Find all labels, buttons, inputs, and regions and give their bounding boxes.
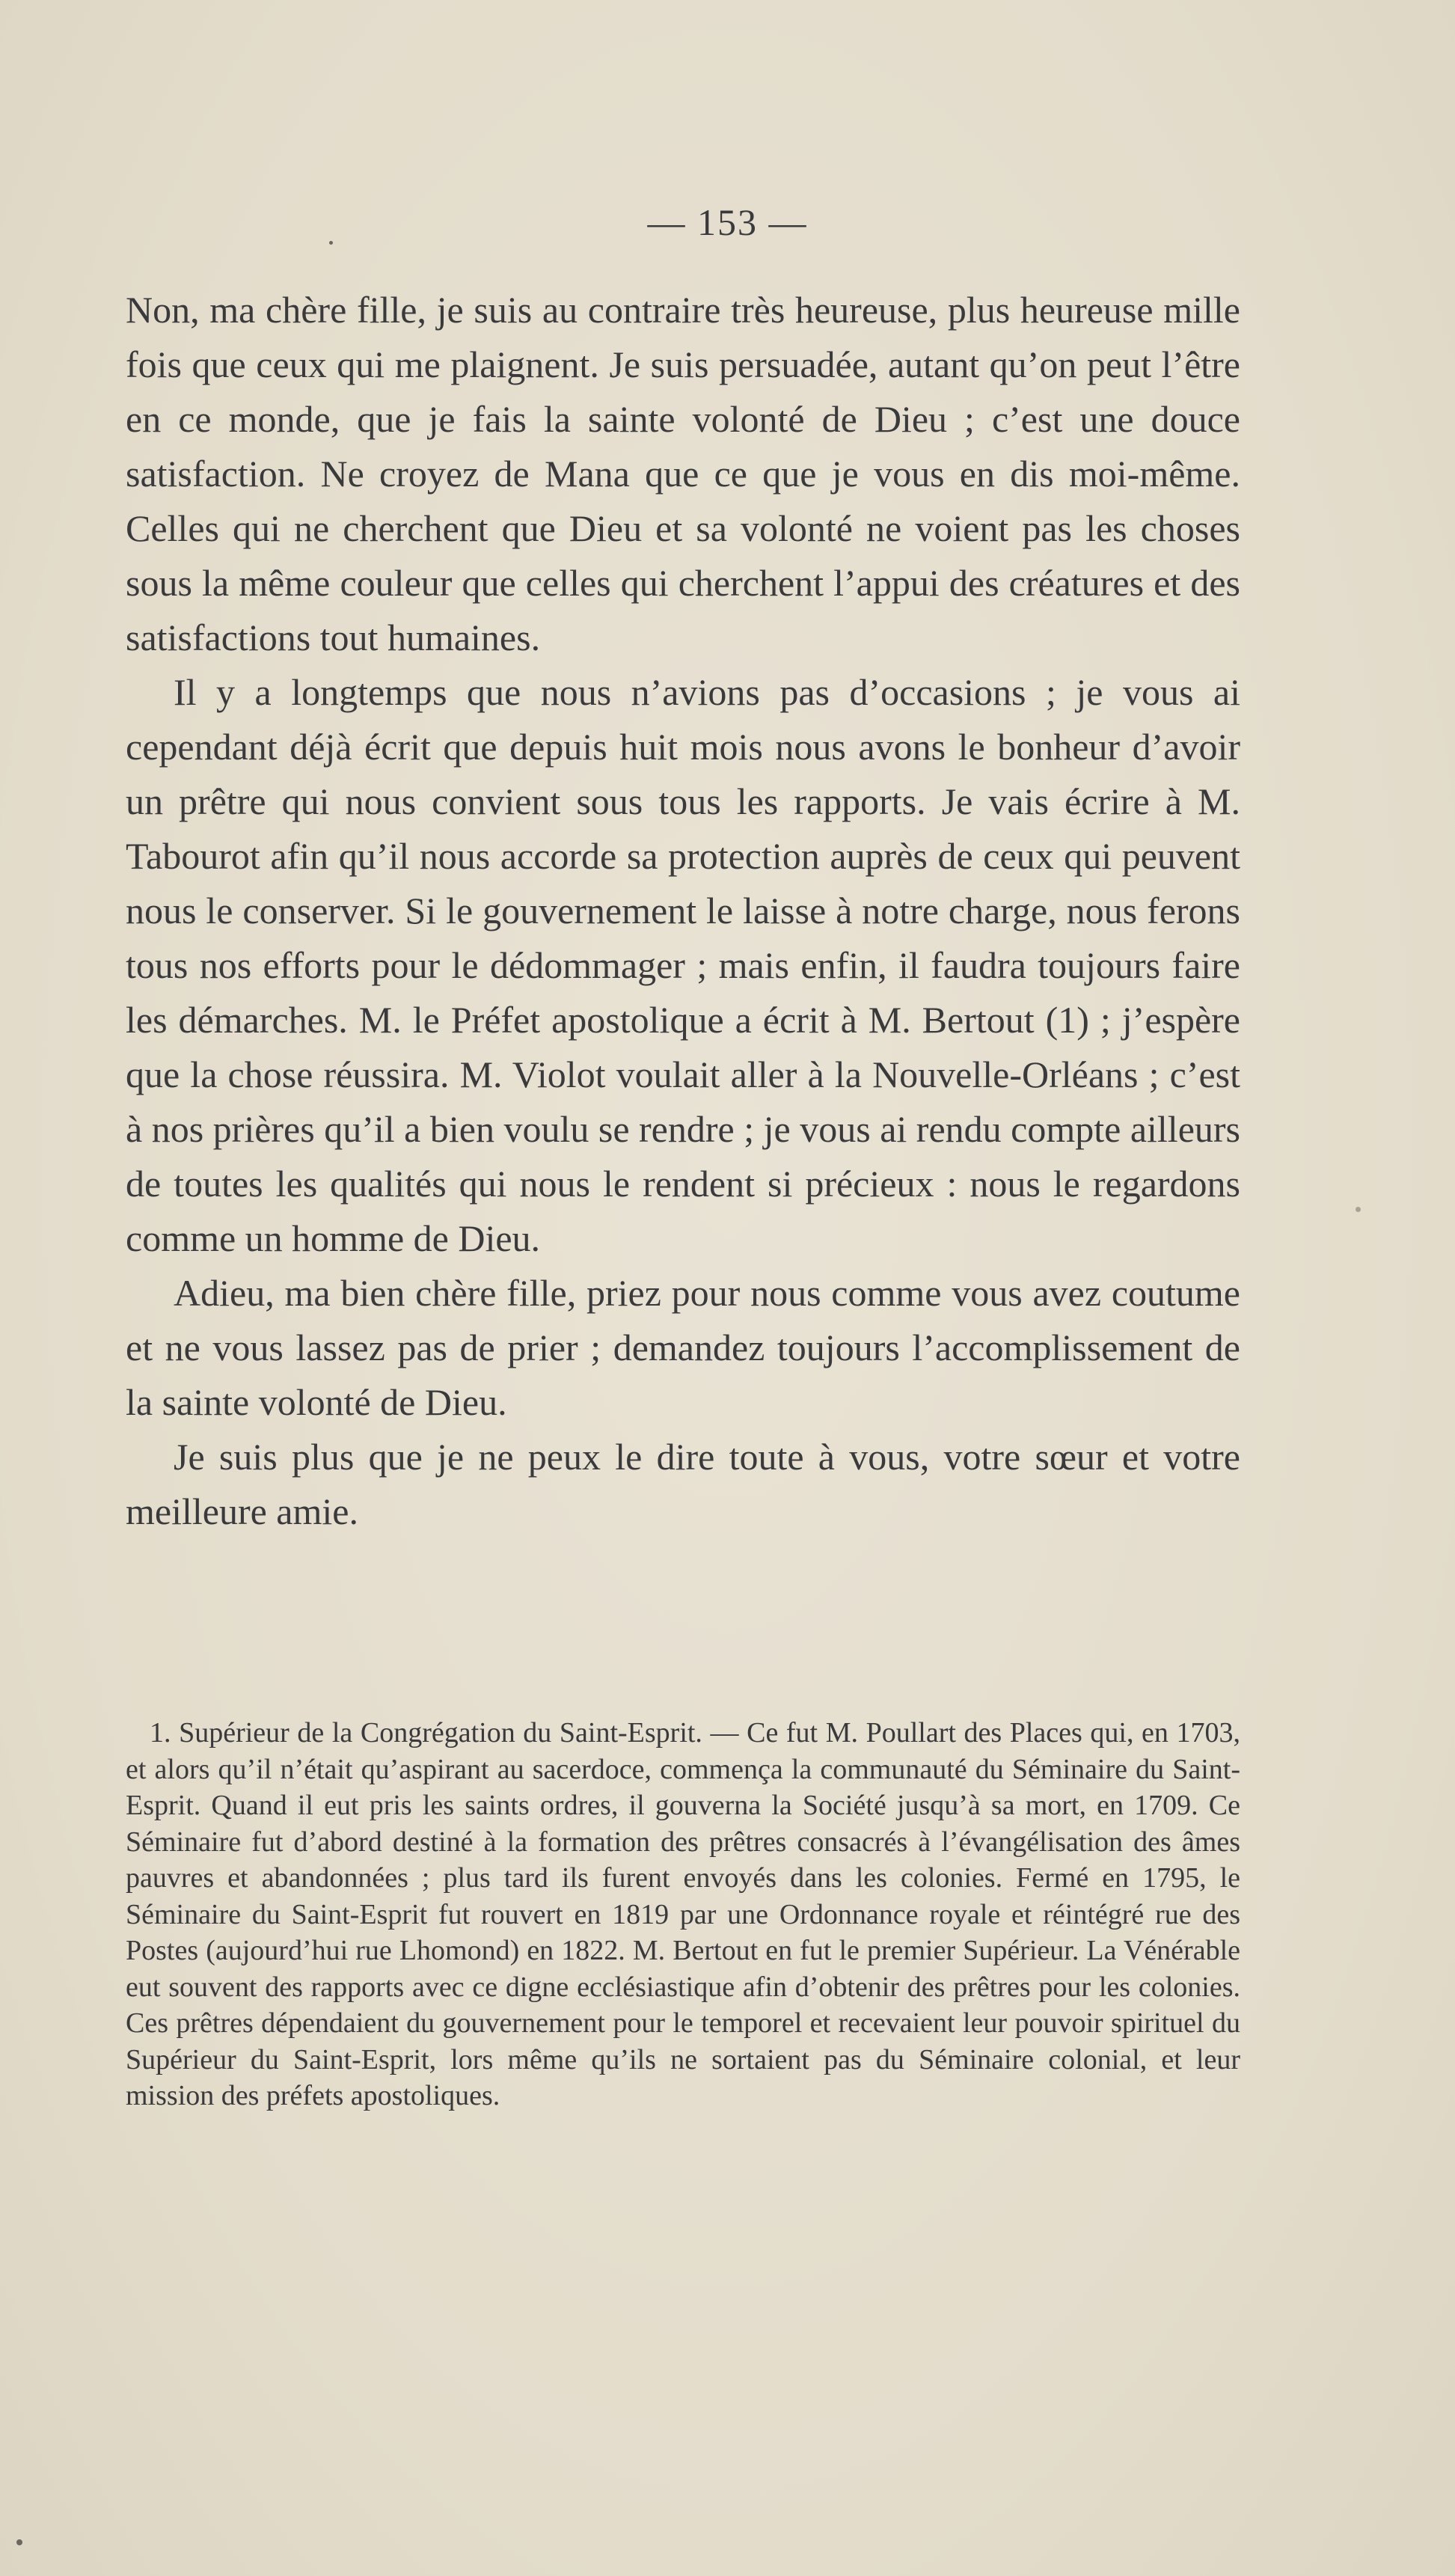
footnote: 1. Supérieur de la Congrégation du Saint-Esprit. — Ce fut M. Poullart des Places qui, en 1703, et alors qu’il n’était qu’aspirant au sacerdoce, commença la communauté du Séminaire du Saint-Esprit. Quand il eut pris les saints ordres, il gouverna la Société jusqu’à sa mort, en 1709. Ce Séminaire fut d’abord destiné à la formation des prêtres consacrés à l’évangélisation des âmes pauvres et abandonnées ; plus tard ils furent envoyés dans les colonies. Fermé en 1795, le Séminaire du Saint-Esprit fut rouvert en 1819 par une Ordonnance royale et réintégré rue des Postes (aujourd’hui rue Lhomond) en 1822. M. Bertout en fut le premier Supérieur. La Vénérable eut souvent des rapports avec ce digne ecclésiastique afin d’obtenir des prêtres pour les colonies. Ces prêtres dépendaient du gouvernement pour le temporel et recevaient leur pouvoir spirituel du Supérieur du Saint-Esprit, lors même qu’ils ne sortaient pas du Séminaire colonial, et leur mission des préfets apostoliques. [126, 1717, 1240, 2111]
page-number: — 153 — [647, 201, 808, 243]
paper-speck [16, 2539, 22, 2545]
paragraph: Je suis plus que je ne peux le dire toute à vous, votre sœur et votre meilleure amie. [126, 1436, 1240, 1532]
paragraph: Adieu, ma bien chère fille, priez pour nous comme vous avez coutume et ne vous lassez pas de prier ; demandez toujours l’accomplissement de la sainte volonté de Dieu. [126, 1272, 1240, 1423]
paper-speck [1356, 1207, 1361, 1212]
paragraph: Non, ma chère fille, je suis au contraire très heureuse, plus heureuse mille fois que ceux qui me plaignent. Je suis persuadée, autant qu’on peut l’être en ce monde, que je fais la sainte volonté de Dieu ; c’est une douce satisfaction. Ne croyez de Mana que ce que je vous en dis moi-même. Celles qui ne cherchent que Dieu et sa volonté ne voient pas les choses sous la même couleur que celles qui cherchent l’appui des créatures et des satisfactions tout humaines. [126, 289, 1240, 658]
paragraph: Il y a longtemps que nous n’avions pas d’occasions ; je vous ai cependant déjà écrit que depuis huit mois nous avons le bonheur d’avoir un prêtre qui nous convient sous tous les rapports. Je vais écrire à M. Tabourot afin qu’il nous accorde sa protection auprès de ceux qui peuvent nous le conserver. Si le gouvernement le laisse à notre charge, nous ferons tous nos efforts pour le dédommager ; mais enfin, il faudra toujours faire les démarches. M. le Préfet apostolique a écrit à M. Bertout (1) ; j’espère que la chose réussira. M. Violot voulait aller à la Nouvelle-Orléans ; c’est à nos prières qu’il a bien voulu se rendre ; je vous ai rendu compte ailleurs de toutes les qualités qui nous le rendent si précieux : nous le regardons comme un homme de Dieu. [126, 671, 1240, 1259]
letter-body [126, 283, 1240, 1539]
